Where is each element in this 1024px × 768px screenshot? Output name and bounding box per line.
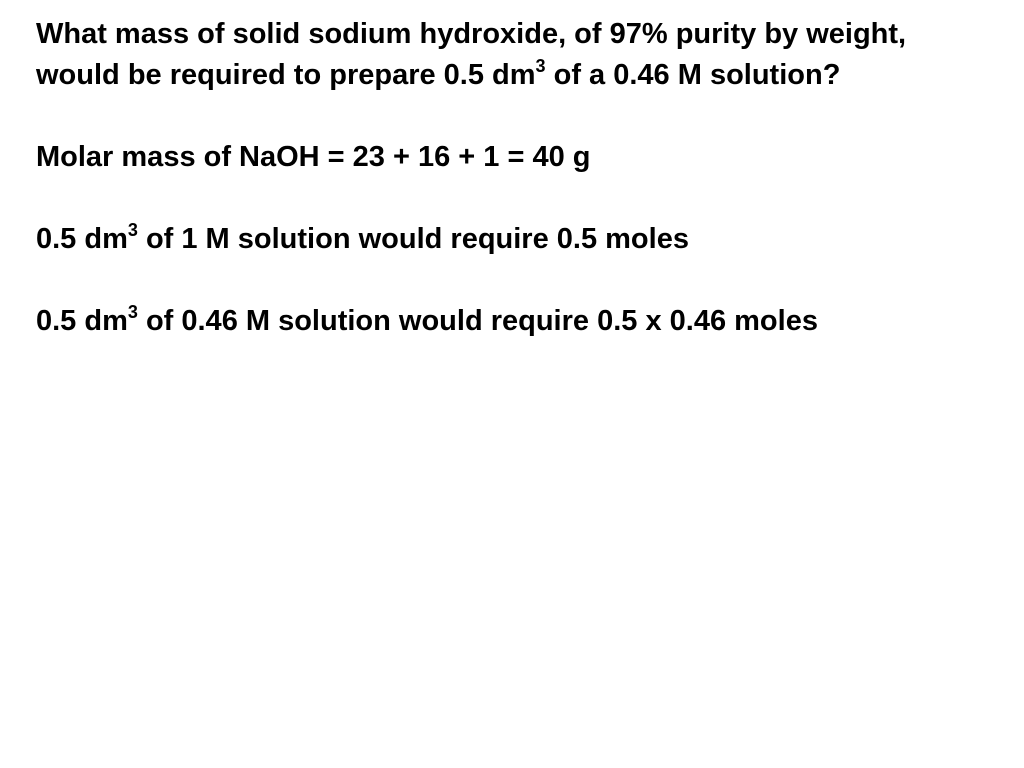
step-two-superscript: 3 bbox=[127, 302, 138, 323]
step-two-line bbox=[36, 301, 996, 342]
question-text bbox=[36, 14, 996, 96]
question-part1: What mass of solid sodium hydroxide, of 97% purity by weight, would be required to prepare 0.5 dm bbox=[36, 18, 907, 91]
spacer bbox=[36, 96, 996, 137]
step-one-superscript: 3 bbox=[127, 220, 138, 241]
spacer bbox=[36, 178, 996, 219]
question-part2: of a 0.46 M solution? bbox=[545, 59, 841, 91]
slide-content bbox=[36, 14, 996, 342]
step-one-part1: 0.5 dm bbox=[36, 223, 128, 255]
spacer bbox=[36, 260, 996, 301]
step-one-line bbox=[36, 219, 996, 260]
molar-mass-line: Molar mass of NaOH = 23 + 16 + 1 = 40 g bbox=[36, 141, 591, 173]
question-superscript: 3 bbox=[535, 56, 546, 77]
step-one-part2: of 1 M solution would require 0.5 moles bbox=[137, 223, 689, 255]
step-two-part1: 0.5 dm bbox=[36, 305, 128, 337]
step-two-part2: of 0.46 M solution would require 0.5 x 0.46 moles bbox=[137, 305, 818, 337]
